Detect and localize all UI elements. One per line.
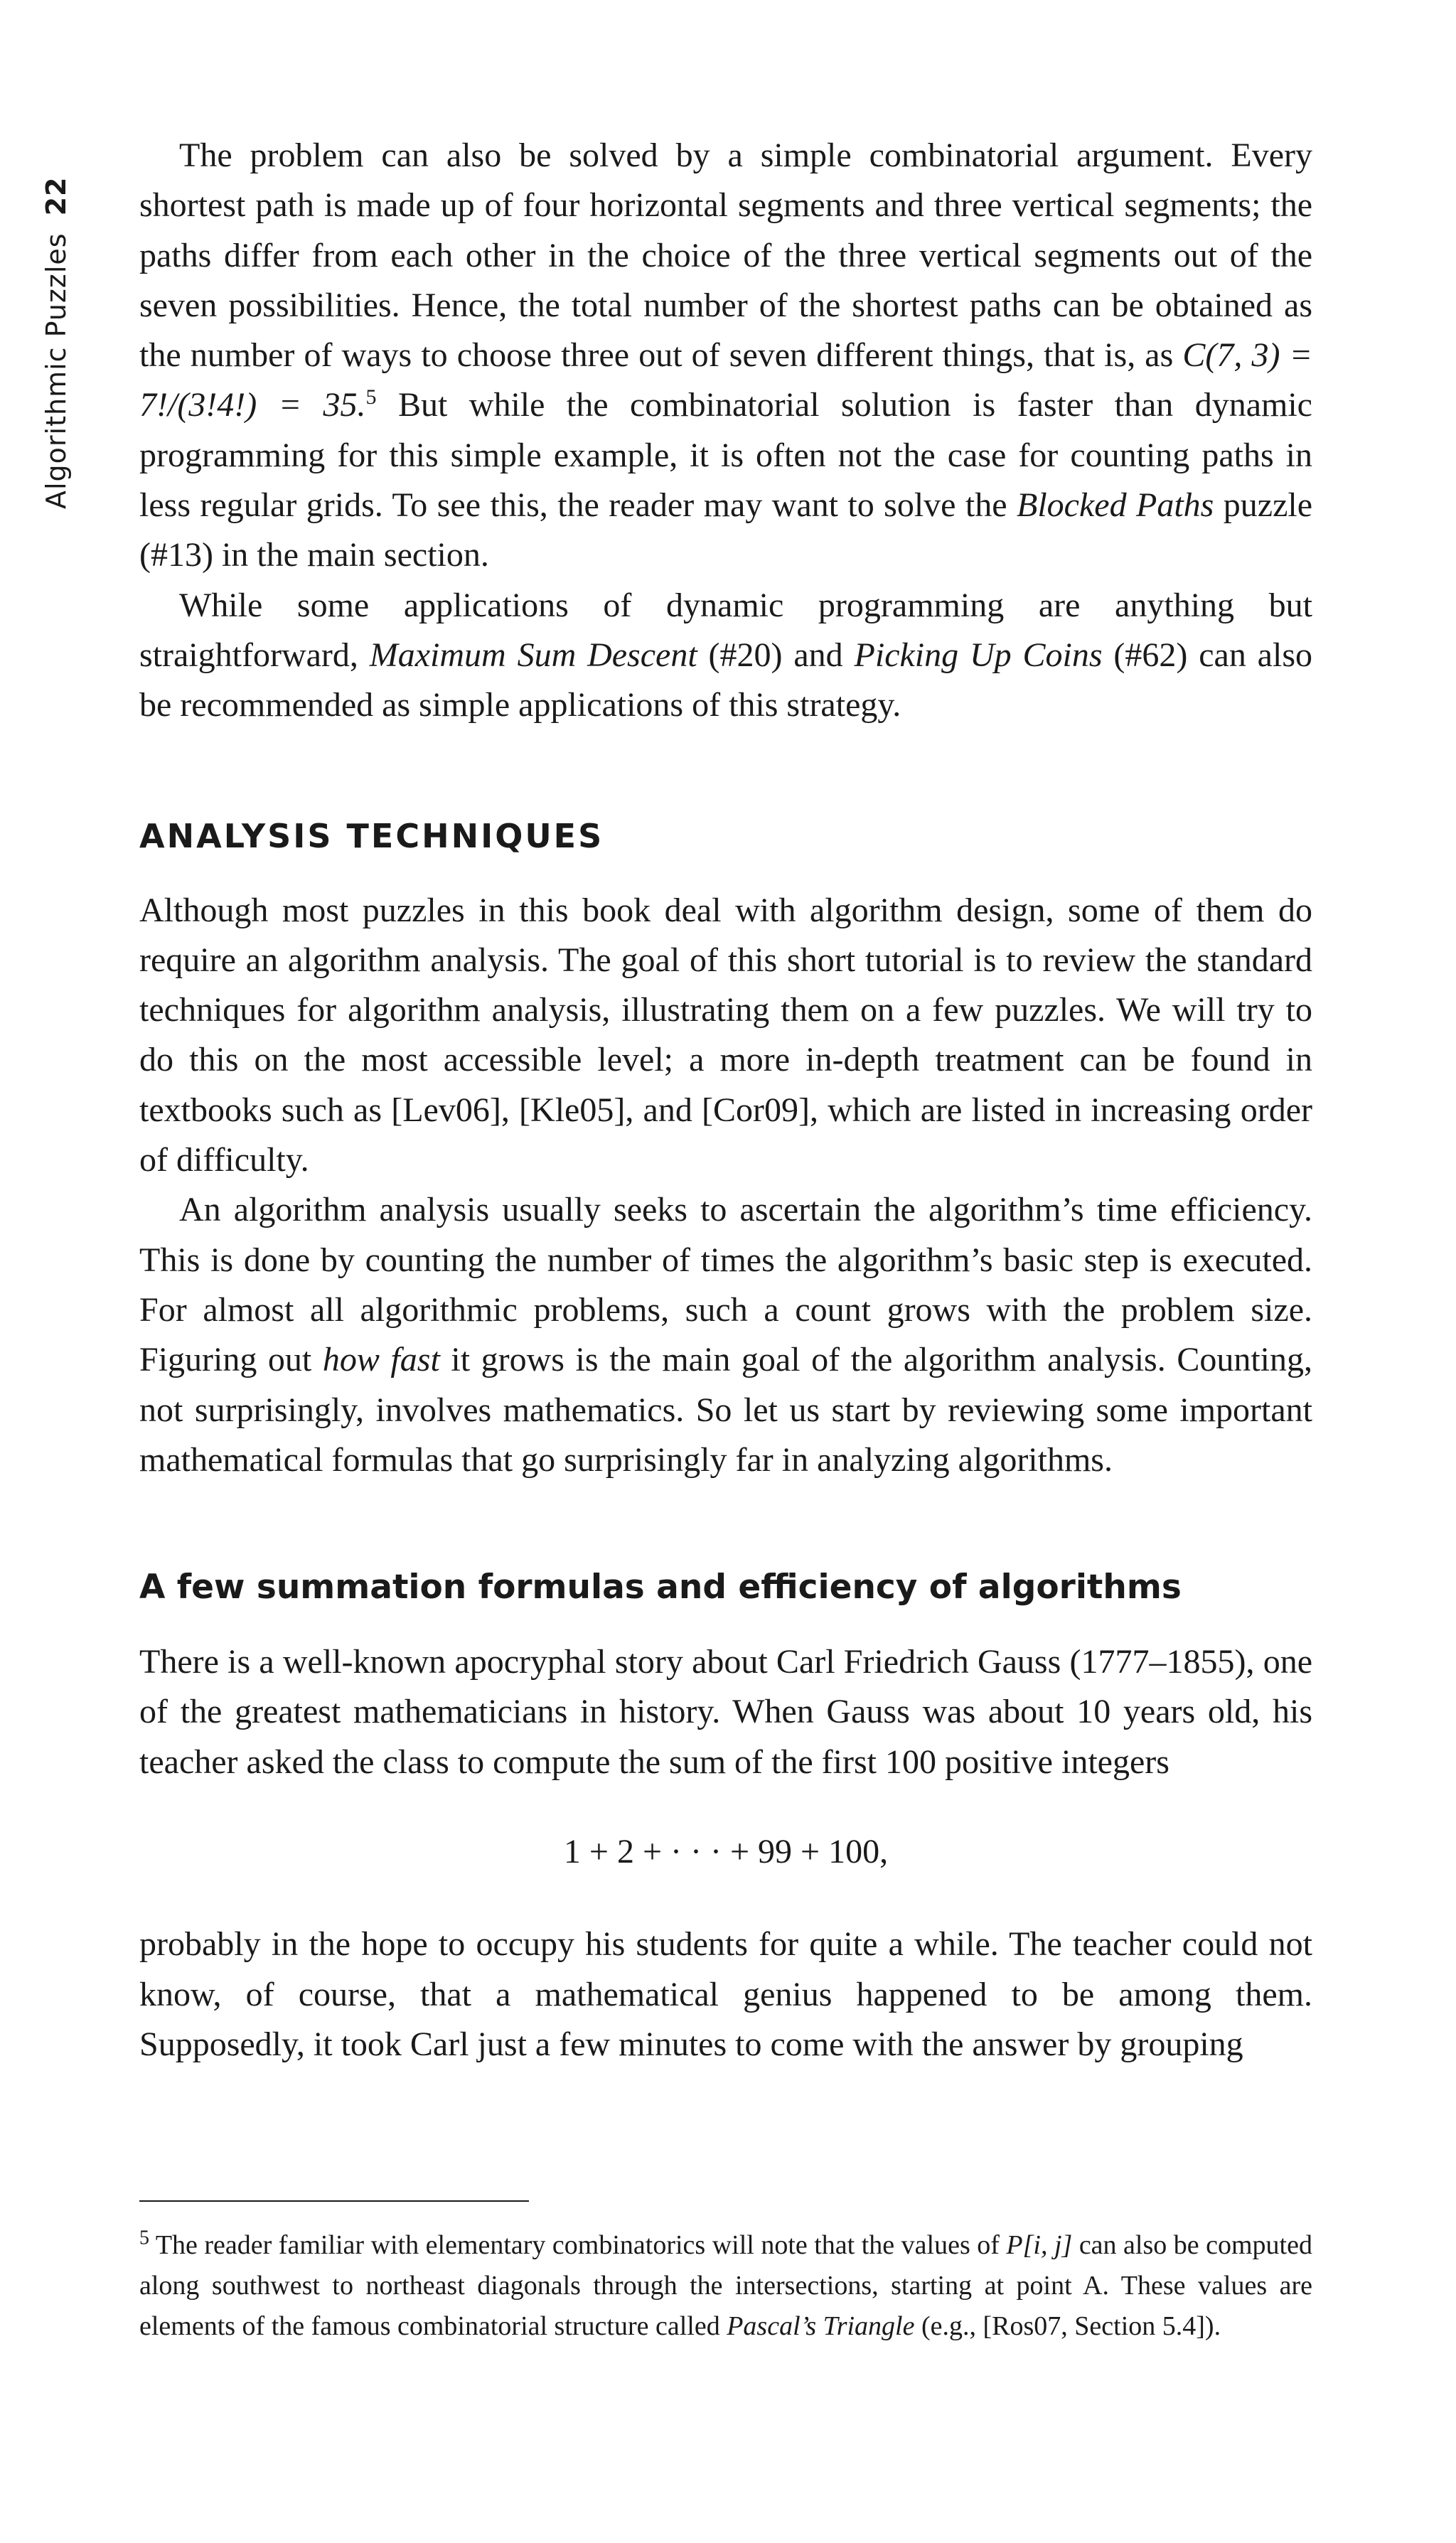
italic-title: Pascal’s Triangle <box>727 2311 915 2341</box>
subsection-heading: A few summation formulas and efficiency of algorithms <box>139 1568 1182 1607</box>
paragraph-analysis-intro: Although most puzzles in this book deal with algorithm design, some of them do require an algorithm analysis. The goal of this short tutorial is to review the standard techniques for algorithm analysis, illustrating them on a few puzzles. We will try to do this on the most accessible level; a more in-depth treatment can be found in textbooks such as [Lev06], [Kle05], and [Cor09], which are listed in increasing order of difficulty. <box>139 891 1312 1179</box>
italic-phrase: how fast <box>322 1341 440 1379</box>
text-run: But while the combinatorial solution is faster than dynamic programming for this simple example, it is often not the case for counting paths in less regular grids. To see this, the reader may want to solve the <box>139 386 1312 525</box>
text-run: can also be computed along southwest to northeast diagonals through the intersections, starting at point A. These values are elements of the famous combinatorial structure called <box>139 2230 1312 2341</box>
page-body <box>139 131 1312 2070</box>
inline-math: P[i, j] <box>1006 2230 1073 2260</box>
inline-math: C(7, 3) = 7!/(3!4!) = 35. <box>139 336 1312 424</box>
footnote-rule <box>139 2200 529 2202</box>
text-run: An algorithm analysis usually seeks to ascertain the algorithm’s time efficiency. This is done by counting the number of times the algorithm’s basic step is executed. For almost all algorithmic problems, such a count grows with the problem size. Figuring out <box>139 1191 1312 1379</box>
text-run: it grows is the main goal of the algorithm analysis. Counting, not surprisingly, involves mathematics. So let us start by reviewing some important mathematical formulas that go surprisingly far in analyzing algorithms. <box>139 1341 1313 1479</box>
text-run: The reader familiar with elementary combinatorics will note that the values of <box>149 2230 1007 2260</box>
paragraph-dp-applications <box>139 581 1312 731</box>
paragraph-gauss-continued: probably in the hope to occupy his students for quite a while. The teacher could not know, of course, that a mathematical genius happened to be among them. Supposedly, it took Carl just a few minutes to come with the answer by grouping <box>139 1925 1312 2063</box>
italic-title: Blocked Paths <box>1017 486 1214 525</box>
text-run: (#62) can also be recommended as simple applications of this strategy. <box>139 636 1313 724</box>
paragraph-combinatorial-argument <box>139 131 1312 581</box>
running-head <box>37 139 75 509</box>
paragraph-time-efficiency <box>139 1185 1312 1485</box>
running-head-title: Algorithmic Puzzles <box>41 232 72 509</box>
italic-title: Maximum Sum Descent <box>369 636 697 674</box>
display-equation: 1 + 2 + · · · + 99 + 100, <box>563 1833 889 1871</box>
page-number: 22 <box>41 176 72 216</box>
text-run: (e.g., [Ros07, Section 5.4]). <box>914 2311 1221 2341</box>
footnote-marker: 5 <box>139 2227 149 2249</box>
text-run: (#20) and <box>697 636 855 674</box>
text-run: puzzle (#13) in the main section. <box>139 486 1313 574</box>
footnote <box>139 2225 1312 2347</box>
text-run: The problem can also be solved by a simple combinatorial argument. Every shortest path is made up of four horizontal segments and three vertical segments; the paths differ from each other in the choice of the three vertical segments out of the seven possibilities. Hence, the total number of the shortest paths can be obtained as the number of ways to choose three out of seven different things, that is, as <box>139 136 1312 375</box>
footnote-ref: 5 <box>365 385 377 409</box>
italic-title: Picking Up Coins <box>854 636 1103 674</box>
text-run: While some applications of dynamic programming are anything but straightforward, <box>139 586 1312 674</box>
paragraph-gauss-story: There is a well-known apocryphal story about Carl Friedrich Gauss (1777–1855), one of the greatest mathematicians in history. When Gauss was about 10 years old, his teacher asked the class to compute the sum of the first 100 positive integers <box>139 1643 1312 1781</box>
section-heading: ANALYSIS TECHNIQUES <box>139 816 604 855</box>
